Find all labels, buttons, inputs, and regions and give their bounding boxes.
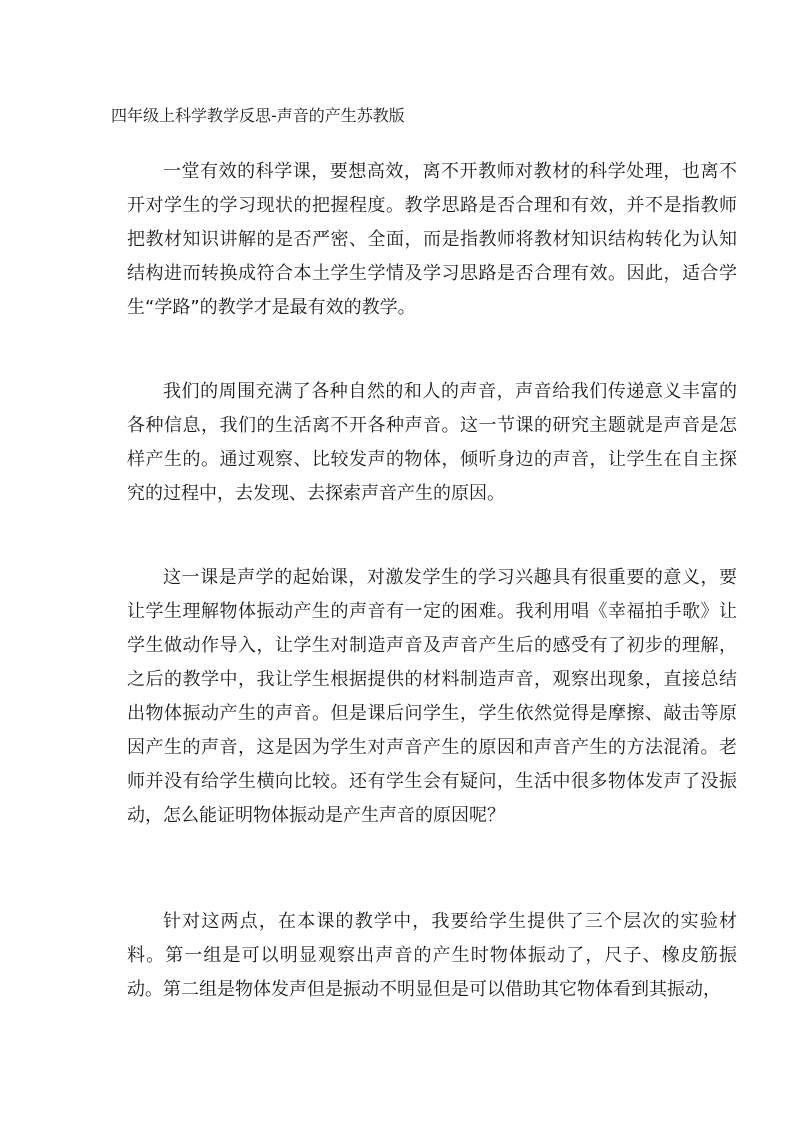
document-title: 四年级上科学教学反思-声音的产生苏教版 [111,106,405,125]
paragraph-2: 我们的周围充满了各种自然的和人的声音，声音给我们传递意义丰富的各种信息，我们的生活离不开各种声音。这一节课的研究主题就是声音是怎样产生的。通过观察、比较发声的物体，倾听身边的声音，让学生在自主探究的过程中，去发现、去探索声音产生的原因。 [127,381,737,504]
paragraph-3: 这一课是声学的起始课，对激发学生的学习兴趣具有很重要的意义，要让学生理解物体振动产生的声音有一定的困难。我利用唱《幸福拍手歌》让学生做动作导入，让学生对制造声音及声音产生后的感受有了初步的理解，之后的教学中，我让学生根据提供的材料制造声音，观察出现象，直接总结出物体振动产生的声音。但是课后问学生，学生依然觉得是摩擦、敲击等原因产生的声音，这是因为学生对声音产生的原因和声音产生的方法混淆。老师并没有给学生横向比较。还有学生会有疑问，生活中很多物体发声了没振动，怎么能证明物体振动是产生声音的原因呢？ [127,567,737,826]
paragraph-1: 一堂有效的科学课，要想高效，离不开教师对教材的科学处理，也离不开对学生的学习现状的把握程度。教学思路是否合理和有效，并不是指教师把教材知识讲解的是否严密、全面，而是指教师将教材知识结构转化为认知结构进而转换成符合本土学生学情及学习思路是否合理有效。因此，适合学生“学路”的教学才是最有效的教学。 [127,161,737,318]
paragraph-4: 针对这两点，在本课的教学中，我要给学生提供了三个层次的实验材料。第一组是可以明显观察出声音的产生时物体振动了，尺子、橡皮筋振动。第二组是物体发声但是振动不明显但是可以借助其它物体看到其振动， [127,911,737,1000]
